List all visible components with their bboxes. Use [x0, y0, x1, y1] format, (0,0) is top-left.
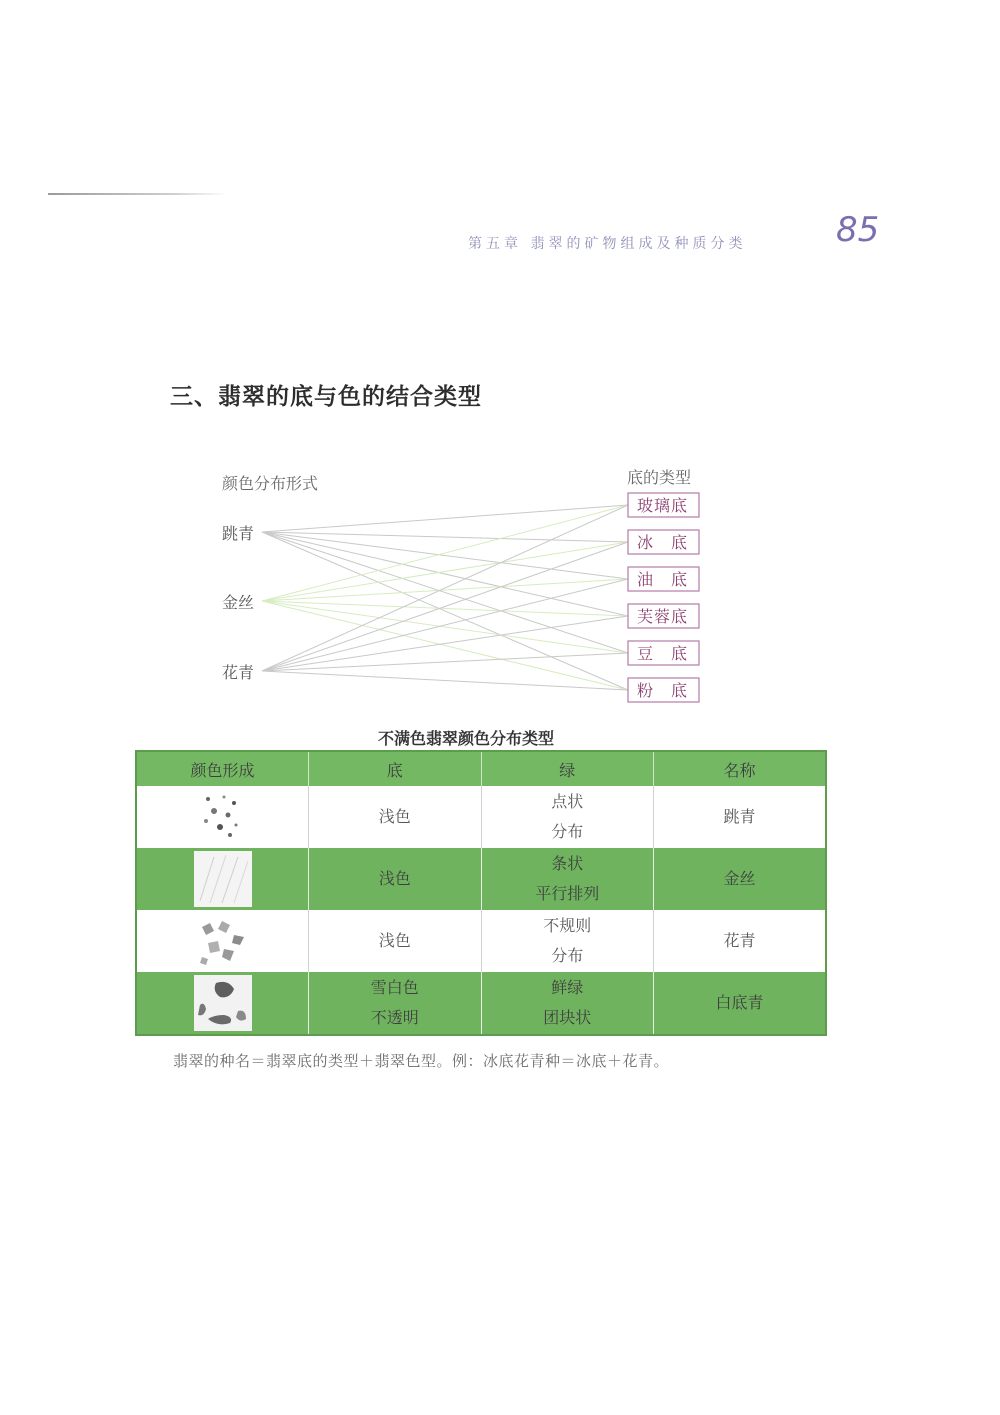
green-line-1: 鲜绿: [551, 978, 584, 997]
swatch-cell: [136, 910, 309, 972]
running-header-chapter: 第五章 翡翠的矿物组成及种质分类: [468, 236, 747, 252]
table-row: [136, 910, 826, 972]
green-line-2: 平行排列: [535, 884, 600, 903]
base-type-boxes: [628, 493, 699, 702]
swatch-cell: [136, 786, 309, 848]
base-cell: 浅色: [309, 910, 482, 972]
table-row: [136, 848, 826, 910]
base-cell: [309, 972, 482, 1035]
dot-pattern-swatch: [194, 789, 252, 845]
naming-rule-footnote: 翡翠的种名＝翡翠底的类型＋翡翠色型。例：冰底花青种＝冰底＋花青。: [173, 1052, 670, 1070]
color-form-jinsi: 金丝: [222, 593, 255, 612]
base-cell: 浅色: [309, 786, 482, 848]
page-number: 85: [836, 210, 880, 250]
base-line-2: 不透明: [370, 1008, 419, 1027]
green-line-1: 点状: [551, 792, 584, 811]
green-line-2: 分布: [551, 946, 584, 965]
table-caption: 不满色翡翠颜色分布类型: [378, 729, 555, 748]
swatch-cell: [136, 848, 309, 910]
color-distribution-table: [135, 750, 827, 1036]
green-line-1: 不规则: [543, 916, 592, 935]
green-cell: [481, 848, 654, 910]
name-cell: 花青: [654, 910, 827, 972]
green-cell: [481, 786, 654, 848]
connector-lines: [262, 505, 628, 690]
table-row: [136, 786, 826, 848]
name-cell: 金丝: [654, 848, 827, 910]
table-row: [136, 972, 826, 1035]
header-name: 名称: [654, 751, 827, 786]
base-type-powder: 粉 底: [637, 681, 689, 700]
green-cell: [481, 910, 654, 972]
header-green: 绿: [481, 751, 654, 786]
green-line-2: 团块状: [543, 1008, 592, 1027]
patch-pattern-swatch: [194, 975, 252, 1031]
header-base: 底: [309, 751, 482, 786]
color-form-tiaoqing: 跳青: [222, 524, 255, 543]
base-type-oil: 油 底: [637, 570, 689, 589]
color-form-huaqing: 花青: [222, 663, 255, 682]
section-title: 三、翡翠的底与色的结合类型: [170, 384, 482, 410]
base-type-glass: 玻璃底: [637, 496, 689, 515]
diagram-left-heading: 颜色分布形式: [222, 474, 319, 493]
diagram-right-heading: 底的类型: [627, 468, 692, 487]
base-type-ice: 冰 底: [637, 533, 689, 552]
header-color-form: 颜色形成: [136, 751, 309, 786]
base-type-hibiscus: 芙蓉底: [637, 607, 689, 626]
irregular-pattern-swatch: [194, 913, 252, 969]
base-cell: 浅色: [309, 848, 482, 910]
stripe-pattern-swatch: [194, 851, 252, 907]
base-type-bean: 豆 底: [637, 644, 689, 663]
green-line-2: 分布: [551, 822, 584, 841]
swatch-cell: [136, 972, 309, 1035]
table-header-row: [136, 751, 826, 786]
base-line-1: 雪白色: [370, 978, 419, 997]
name-cell: 白底青: [654, 972, 827, 1035]
green-cell: [481, 972, 654, 1035]
green-line-1: 条状: [551, 854, 584, 873]
name-cell: 跳青: [654, 786, 827, 848]
